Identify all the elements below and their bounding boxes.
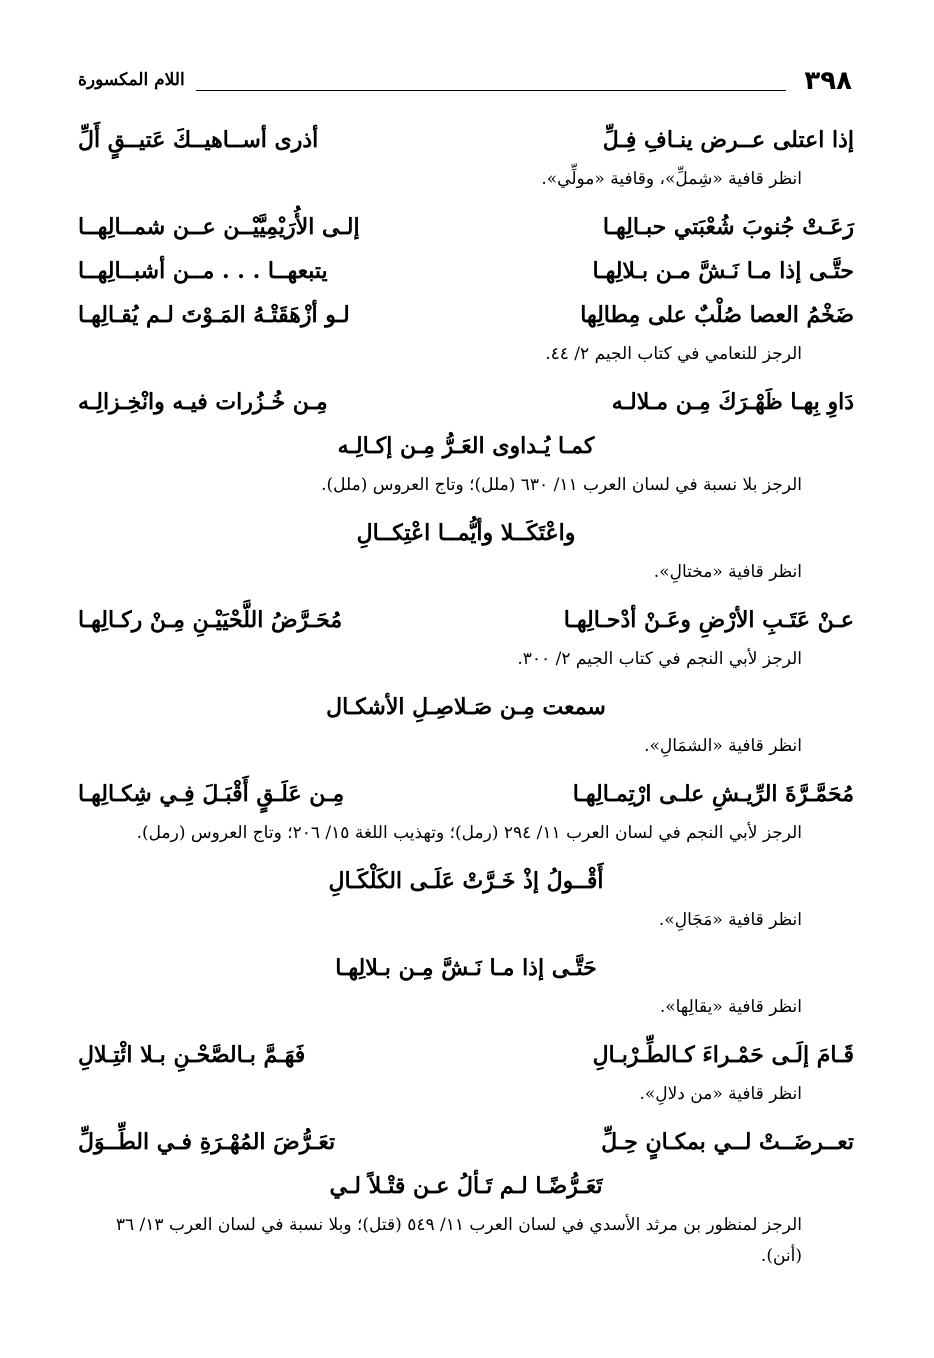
verse-second-hemistich: لـو أزْهَقَتْـهُ المَـوْتَ لـم يُقـالِهـا (78, 302, 350, 328)
verse-second-hemistich: مِـن عَلَـقٍ أَقْبَـلَ فِـي شِكـالِهـا (78, 781, 345, 807)
verse-line-centered: تَعَـرُّضًـا لـم تَـألُ عـن قتْـلاً لـي (329, 1173, 603, 1199)
verse-first-hemistich: ضَخْمُ العصا صُلْبٌ على مِطالِها (580, 302, 854, 328)
verse-second-hemistich: مِـن خُـزُرات فيـه وانْخِـزالِـه (78, 389, 328, 415)
verse-first-hemistich: قَـامَ إلَـى حَمْـراءَ كـالطِّـرْبـالِ (592, 1042, 854, 1068)
verse-second-hemistich: فَهَـمَّ بـالصَّحْـنِ بـلا ائْتِـلالِ (78, 1042, 306, 1068)
verse-line (78, 293, 854, 337)
footnote-citation: انظر قافية «مختالِ». (653, 562, 802, 582)
footnote-citation: الرجز لمنظور بن مرثد الأسدي في لسان العرب ١١/ ٥٤٩ (قتل)؛ وبلا نسبة في لسان العرب ١٣/ ٣٦ (أنن). (115, 1215, 802, 1266)
footnote-citation: انظر قافية «مَجَالِ». (658, 910, 802, 930)
page-header (78, 58, 852, 98)
verse-second-hemistich: إلـى الأُرَيْمِيَّيْــن عــن شمــالِهــا (78, 214, 360, 240)
header-rule (196, 90, 786, 91)
verse-line-centered: حَتَّـى إذا مـا نَـشَّ مِـن بـلالِهـا (335, 955, 597, 981)
verse-first-hemistich: دَاوِ بِهـا ظَهْـرَكَ مِـن مـلالـه (611, 389, 854, 415)
page-number: ٣٩٨ (804, 66, 852, 96)
verse-second-hemistich: أذرى أســاهيــكَ عَتيــقٍ أَلِّ (78, 127, 319, 153)
verse-first-hemistich: مُحَمَّـرَّةَ الرِّيـشِ علـى ارْتِمـالِهـا (572, 781, 854, 807)
verse-first-hemistich: تعــرضَــتْ لــي بمكـانٍ حِـلِّ (601, 1129, 854, 1155)
verse-line-centered: كمـا يُـداوى العَـرُّ مِـن إكـالِـه (337, 433, 595, 459)
verse-line (78, 118, 854, 162)
verse-first-hemistich: عـنْ عَتَـبِ الأرْضِ وعَـنْ أدْحـالِهـا (563, 607, 854, 633)
verse-first-hemistich: حتَّـى إذا مـا نَـشَّ مـن بـلالِهـا (592, 258, 854, 284)
footnote-citation: الرجز بلا نسبة في لسان العرب ١١/ ٦٣٠ (ملل)؛ وتاج العروس (ملل). (321, 475, 802, 495)
verse-line-centered: سمعت مِـن صَـلاصِـلِ الأشكـال (326, 694, 606, 720)
verse-line-centered: أَقْــولُ إذْ خَـرَّتْ عَلَـى الكَلْكَـالِ (328, 868, 604, 894)
footnote-citation: انظر قافية «من دلالِ». (639, 1084, 802, 1104)
running-title: اللام المكسورة (78, 70, 185, 90)
verse-line (78, 772, 854, 816)
verse-first-hemistich: رَعَـتْ جُنوبَ شُعْبَتي حبـالِهـا (602, 214, 854, 240)
footnote-citation: الرجز لأبي النجم في كتاب الجيم ٢/ ٣٠٠. (517, 649, 802, 669)
footnote-citation: انظر قافية «الشمَالِ». (644, 736, 802, 756)
footnote-citation: الرجز لأبي النجم في لسان العرب ١١/ ٢٩٤ (رمل)؛ وتهذيب اللغة ١٥/ ٢٠٦؛ وتاج العروس (رمل). (136, 823, 802, 843)
verse-line (78, 1120, 854, 1164)
verse-second-hemistich: يتبعهــا . . . مــن أشبــالِهــا (78, 258, 328, 284)
verse-line-centered: واعْتَكَــلا وأيُّمــا اعْتِكــالِ (356, 520, 576, 546)
verse-first-hemistich: إذا اعتلى عــرض ينـافِ فِـلِّ (602, 127, 854, 153)
verse-line (78, 598, 854, 642)
verse-line (78, 205, 854, 249)
verse-second-hemistich: تعَـرُّضَ المُهْـرَةِ فـي الطِّــوَلِّ (78, 1129, 336, 1155)
footnote-citation: انظر قافية «شِملِّ»، وقافية «مولِّي». (541, 169, 802, 189)
verse-line (78, 249, 854, 293)
verse-line (78, 380, 854, 424)
verse-second-hemistich: مُحَـرَّضُ اللَّحْيَيْـنِ مِـنْ ركـالِهـا (78, 607, 343, 633)
footnote-citation: الرجز للنعامي في كتاب الجيم ٢/ ٤٤. (545, 344, 802, 364)
page-body (78, 118, 854, 1338)
footnote-citation: انظر قافية «يقالِها». (659, 997, 802, 1017)
verse-line (78, 1033, 854, 1077)
